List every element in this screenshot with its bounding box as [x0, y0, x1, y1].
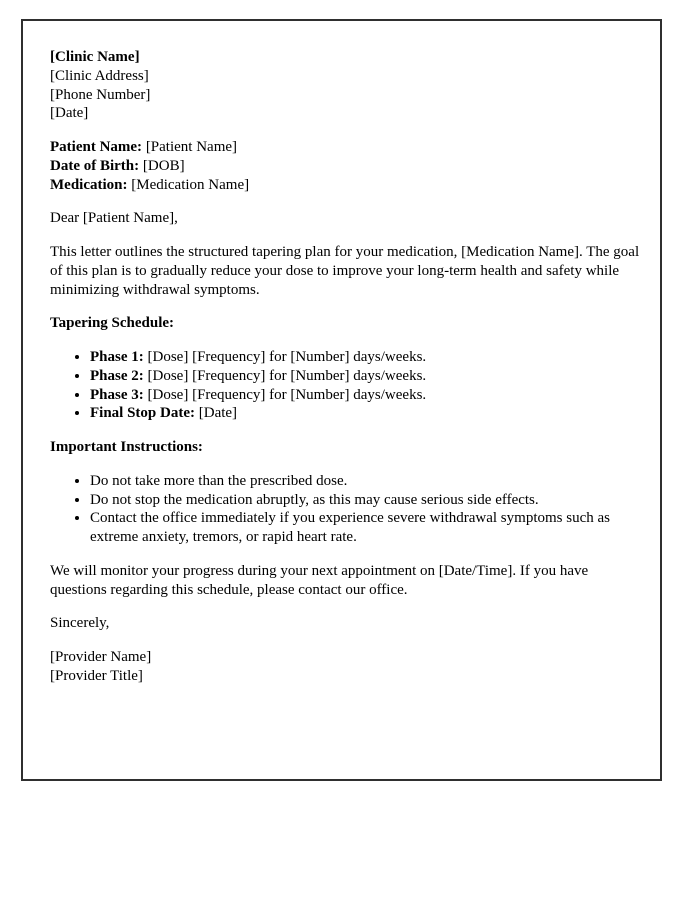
letter-date: [Date] [50, 105, 89, 122]
tapering-schedule-heading [50, 314, 640, 333]
tapering-schedule-item [90, 348, 640, 367]
final-stop-date-value: [Date] [198, 405, 238, 422]
signoff: Sincerely, [50, 615, 110, 632]
provider-title: [Provider Title] [50, 667, 143, 684]
medication-label: Medication: [50, 176, 128, 193]
letter-page [21, 19, 662, 781]
important-instructions-heading [50, 438, 640, 457]
final-stop-date-label: Final Stop Date: [90, 405, 195, 422]
closing-paragraph: We will monitor your progress during your next appointment on [Date/Time]. If you have questions regarding this schedule, please contact our office. [50, 562, 589, 598]
phase-3-label: Phase 3: [90, 386, 144, 403]
tapering-schedule-list [50, 348, 640, 423]
important-instructions-heading-text: Important Instructions: [50, 439, 203, 455]
tapering-schedule-item [90, 367, 640, 386]
phase-2-value: [Dose] [Frequency] for [Number] days/weeks. [147, 367, 427, 384]
phase-3-value: [Dose] [Frequency] for [Number] days/weeks. [147, 386, 427, 403]
important-instructions-list [50, 472, 640, 547]
patient-name-label: Patient Name: [50, 139, 143, 155]
intro-paragraph: This letter outlines the structured tapering plan for your medication, [Medication Name]. The goal of this plan is to gradually reduce your dose to improve your long-term health and safety while minimizing withdrawal symptoms. [50, 244, 640, 298]
instruction-item: • Contact the office immediately if you experience severe withdrawal symptoms such as extreme anxiety, tremors, or rapid heart rate. [90, 509, 640, 547]
tapering-schedule-heading-text: Tapering Schedule: [50, 315, 175, 332]
medication-value: [Medication Name] [131, 176, 250, 193]
patient-name-value: [Patient Name] [145, 139, 238, 155]
patient-info-block [50, 138, 640, 194]
clinic-header-block [50, 48, 640, 123]
clinic-phone-number: [Phone Number] [50, 86, 151, 103]
date-of-birth-value: [DOB] [142, 157, 185, 174]
phase-1-label: Phase 1: [90, 349, 144, 365]
clinic-name: [Clinic Name] [50, 49, 140, 65]
tapering-schedule-item [90, 386, 640, 405]
instruction-item: • Do not stop the medication abruptly, as this may cause serious side effects. [90, 491, 640, 510]
phase-2-label: Phase 2: [90, 367, 144, 384]
phase-1-value: [Dose] [Frequency] for [Number] days/weeks. [147, 349, 427, 365]
tapering-schedule-item [90, 404, 640, 423]
provider-name: [Provider Name] [50, 649, 152, 665]
date-of-birth-label: Date of Birth: [50, 157, 140, 174]
instruction-item: • Do not take more than the prescribed dose. [90, 472, 640, 491]
clinic-address: [Clinic Address] [50, 67, 149, 84]
signature-block [50, 648, 640, 686]
salutation: Dear [Patient Name], [50, 210, 178, 227]
